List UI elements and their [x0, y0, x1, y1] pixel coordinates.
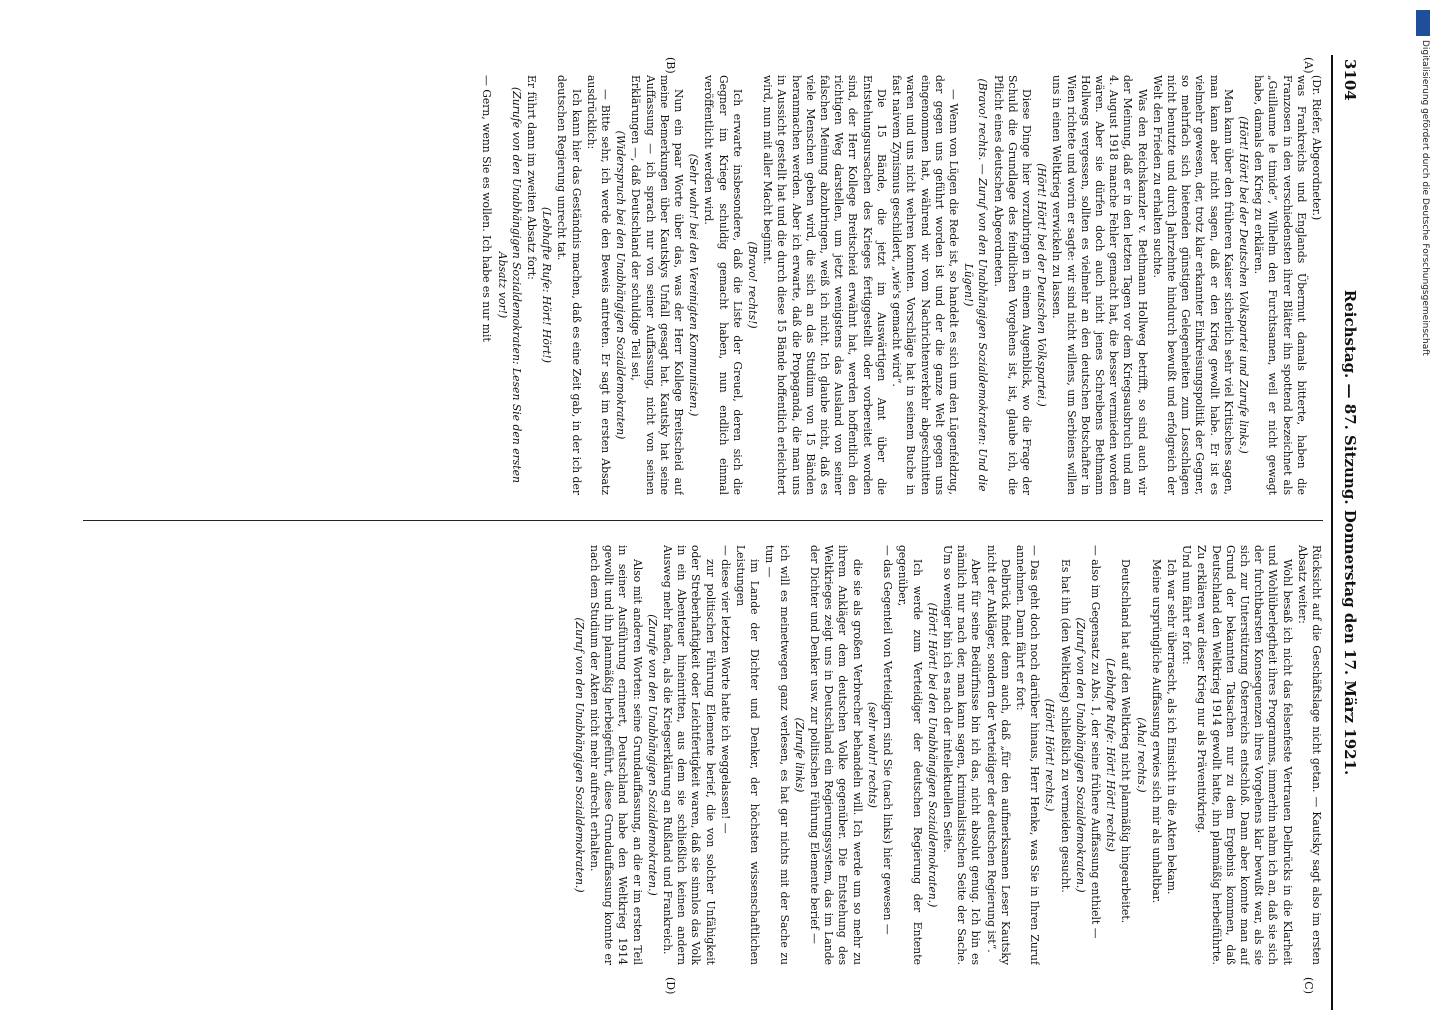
- speaker-line: (Dr. Riefer, Abgeordneter.): [1310, 75, 1323, 221]
- dfg-logo: [1416, 10, 1430, 36]
- interjection: (Zuruf von den Unabhängigen Sozialdemokraten.): [572, 617, 586, 893]
- quotation: Wohl besaß ich nicht das felsenfeste Vertrauen Delbrücks in die Klarheit und Wohlüberlegtheit ihres Programms, immerhin nahm ich an, daß sie sich der furchtbarsten Konsequenzen ihres Vorgehens klar bewußt war, als sie sich zur Unterstützung Österreichs entschloß. Dann aber konnte man auf Grund der bekannten Tatsachen nur zu dem Ergebnis kommen, daß Deutschland den Weltkrieg 1914 gewollt hatte, ihn planmäßig herbeiführte. Zu erklären war dieser Krieg nur als Präventivkrieg.: [1195, 545, 1294, 965]
- paragraph: Nun ein paar Worte über das, was der Herr Kollege Breitscheid auf meine Bemerkungen über Kautskys Unfall gesagt hat. Kautsky hat seine Auffassung — ich sprach nur von seiner Auffassung, nicht von seinen Erklärungen —, daß Deutschland der schuldige Teil sei,: [629, 75, 686, 495]
- quotation: Ich werde zum Verteidiger der deutschen Regierung der Entente gegenüber,: [896, 545, 924, 965]
- interjection: (Lebhafte Rufe: Hört! Hört!): [540, 207, 554, 363]
- margin-marker-d: (D): [664, 977, 677, 995]
- interjection: (Hört! Hört! rechts.): [1043, 698, 1057, 812]
- paragraph: Also mit anderen Worten: seine Grundauffassung, an die er im ersten Teil in seiner Ausführung erinnert, Deutschland habe den Weltkrieg 1914 gewollt und ihn planmäßig herbeigeführt, diese Grundauffassung konnte er nach dem Studium der Akten nicht mehr aufrecht erhalten.: [588, 545, 644, 965]
- paragraph: — Das geht doch noch darüber hinaus, Herr Henke, was Sie in Ihren Zuruf annehmen. Dann fährt er fort:: [1013, 545, 1042, 965]
- quotation: Aber für seine Bedürfnisse bin ich das, nicht absolut genug. Ich bin es nämlich nur nach der, man kann sagen, kriminalistischen Seite der Sache. Um so weniger bin ich es nach der intellektuellen Seite.: [940, 545, 983, 965]
- quotation: Es hat ihn (den Weltkrieg) schließlich zu vermeiden gesucht.: [1058, 559, 1072, 893]
- paragraph: — Gern, wenn Sie es wollen. Ich habe es nur mit: [480, 75, 494, 342]
- quotation: zur politischen Führung Elemente berief, die von solcher Unfähigkeit oder Streberhaftigkeit oder Leichtfertigkeit waren, daß sie sinnlos das Volk in ein Abenteuer hineinritten, aus dem sie schließlich keinen andern Ausweg mehr fanden, als die Kriegserklärung an Rußland und Frankreich.: [661, 545, 717, 965]
- paragraph: Er führt dann im zweiten Absatz fort:: [525, 75, 539, 280]
- quotation: im Lande der Dichter und Denker, der höchsten wissenschaftlichen Leistungen: [734, 545, 762, 965]
- paragraph: Was den Reichskanzler v. Bethmann Hollweg betrifft, so sind auch wir der Meinung, daß er in den letzten Tagen vor dem Kriegsausbruch und am 4. August 1918 manche Fehler gemacht hat, die besser vermieden worden wären. Aber sie dürfen doch auch nicht jenes Schreibens Bethmann Hollwegs vergessen, sollten es vielmehr an den deutschen Botschafter in Wien richtete und worin er sagte: wir sind nicht willens, um Serbiens willen uns in einen Weltkrieg verwickeln zu lassen.: [1050, 75, 1149, 495]
- paragraph: Die 15 Bände, die jetzt im Auswärtigen Amt über die Entstehungsursachen des Krieges fertiggestellt oder vorbereitet worden sind, der Herr Kollege Breitscheid erwähnt hat, werden hoffentlich den richtigen Weg darstellen, um jetzt wenigstens das Ausland von seiner falschen Meinung abzubringen, weiß ich nicht. Ich glaube nicht, daß es viele Menschen geben wird, die sich an das Studium von 15 Bänden heranmachen werden. Aber ich erwarte, daß die Propaganda, die man uns in Aussicht gestellt hat und die durch diese 15 Bände hoffentlich erleichtert wird, nun mit aller Macht beginnt.: [761, 75, 888, 495]
- paragraph: — Bitte sehr, ich werde den Beweis antreten. Er sagt im ersten Absatz ausdrücklich:: [584, 75, 613, 495]
- interjection: (Bravo! rechts. — Zuruf von den Unabhängigen Sozialdemokraten: Und die Lügen!): [962, 78, 990, 492]
- paragraph: — das Gegenteil von Verteidigern sind Sie (nach links) hier gewesen —: [881, 545, 895, 935]
- interjection: (Aha! rechts.): [1134, 717, 1148, 793]
- paragraph: Diese Dinge hier vorzubringen in einem Augenblick, wo die Frage der Schuld die Grundlage des feindlichen Vorgehens ist, ist, glaube ich, die Pflicht eines deutschen Abgeordneten.: [991, 75, 1033, 495]
- interjection: (sehr wahr! rechts): [865, 702, 879, 808]
- digitization-note: Digitalisierung gefördert durch die Deutsche Forschungsgemeinschaft: [1420, 40, 1430, 356]
- column-divider: [83, 520, 1323, 521]
- running-header: [1331, 55, 1367, 1010]
- quotation: Ich kann hier das Geständnis machen, daß es eine Zeit gab, in der ich der deutschen Regierung unrecht tat.: [555, 75, 583, 495]
- paragraph: — diese vier letzten Worte hatte ich weggelassen! —: [718, 545, 732, 834]
- interjection: (Hört! Hört! bei der Deutschen Volkspartei.): [1035, 163, 1049, 407]
- interjection: (Widerspruch bei den Unabhängigen Sozialdemokraten): [614, 130, 628, 440]
- quotation: die sie als großen Verbrecher behandeln will. Ich werde um so mehr zu ihrem Ankläger dem deutschen Volke gegenüber. Die Entstehung des Weltkrieges zeigt uns in Deutschland ein Regierungssystem, das im Lande der Dichter und Denker usw. zur politischen Führung Elemente berief —: [808, 545, 864, 965]
- header-title: Reichstag. — 87. Sitzung. Donnerstag den 17. März 1921.: [1341, 289, 1359, 776]
- interjection: (Zurufe von den Unabhängigen Sozialdemokraten.): [645, 614, 659, 896]
- right-column: [83, 545, 1323, 965]
- quotation: Delbrück findet denn auch, daß „für den aufmerksamen Leser Kautsky nicht der Ankläger, sondern der Verteidiger der deutschen Regierung ist“.: [984, 545, 1012, 965]
- paragraph: ich will es meinetwegen ganz verlesen, es hat gar nichts mit der Sache zu tun —: [763, 545, 791, 965]
- page-number: 3104: [1341, 59, 1359, 101]
- digitization-credit: [1416, 10, 1430, 990]
- quotation: Meine ursprüngliche Auffassung erwies sich mir als unhaltbar.: [1149, 559, 1163, 904]
- paragraph: Man kann über den früheren Kaiser sicherlich sehr viel Kritisches sagen, man kann aber nicht sagen, daß er den Krieg gewollt habe. Er ist es vielmehr gewesen, der, trotz klar erkannter Einkreisungspolitik der Gegner, so mehrfach sich bietenden günstigen Gelegenheiten zum Losschlagen nicht benutzte und durch Jahrzehnte hindurch bewußt und erfolgreich der Welt den Frieden zu erhalten suchte.: [1150, 75, 1235, 495]
- paragraph: — Wenn von Lügen die Rede ist, so handelt es sich um den Lügenfeldzug, der gegen uns geführt worden ist und der die ganze Welt gegen uns eingenommen hat, während wir vom Nachrichtenverkehr abgeschnitten waren und uns nicht wehren konnten. Vorschläge hat in seinem Buche in fast naivem Zynismus geschildert, „wie's gemacht wird“.: [890, 75, 960, 495]
- quotation: Deutschland hat auf den Weltkrieg nicht planmäßig hingearbeitet.: [1119, 559, 1133, 924]
- margin-marker-a: (A): [1302, 57, 1315, 74]
- interjection: (Lebhafte Rufe: Hört! Hört! rechts): [1104, 658, 1118, 852]
- interjection: (Zurufe links): [792, 717, 806, 793]
- paragraph: Und nun fährt er fort:: [1180, 545, 1194, 665]
- interjection: (Sehr wahr! bei den Vereinigten Kommunisten.): [687, 153, 701, 417]
- paragraph: Rücksicht auf die Geschäftslage nicht getan. — Kautsky sagt also im ersten Absatz weiter:: [1295, 545, 1323, 965]
- document-page: [67, 55, 1367, 1010]
- interjection: (Zurufe von den Unabhängigen Sozialdemokraten: Lesen Sie den ersten Absatz vor!): [495, 87, 523, 483]
- interjection: (Hört! Hört! bei den Unabhängigen Sozialdemokraten.): [925, 602, 939, 908]
- left-column: [83, 75, 1323, 495]
- paragraph: was Frankreichs und Englands Übermut damals bitterte, haben die Franzosen in den verschiedensten ihrer Blätter ihn spottend bezeichnet als „Guillaume le timide“, Wilhelm den Furchtsamen, weil er nicht gewagt habe, damals den Krieg zu erklären.: [1252, 75, 1308, 495]
- paragraph: — also im Gegensatz zu Abs. 1, der seine frühere Auffassung enthielt —: [1088, 545, 1102, 939]
- paragraph: Ich erwarte insbesondere, daß die Liste der Greuel, deren sich die Gegner im Kriege schuldig gemacht haben, nun endlich einmal veröffentlicht werden wird.: [702, 75, 744, 495]
- margin-marker-c: (C): [1302, 977, 1315, 994]
- interjection: (Hört! Hört! bei der Deutschen Volkspartei und Zurufe links.): [1236, 116, 1250, 454]
- margin-marker-b: (B): [664, 57, 677, 74]
- interjection: (Zuruf von den Unabhängigen Sozialdemokraten.): [1073, 617, 1087, 893]
- interjection: (Bravo! rechts!): [746, 241, 760, 329]
- quotation: Ich war sehr überrascht, als ich Einsicht in die Akten bekam.: [1164, 559, 1178, 895]
